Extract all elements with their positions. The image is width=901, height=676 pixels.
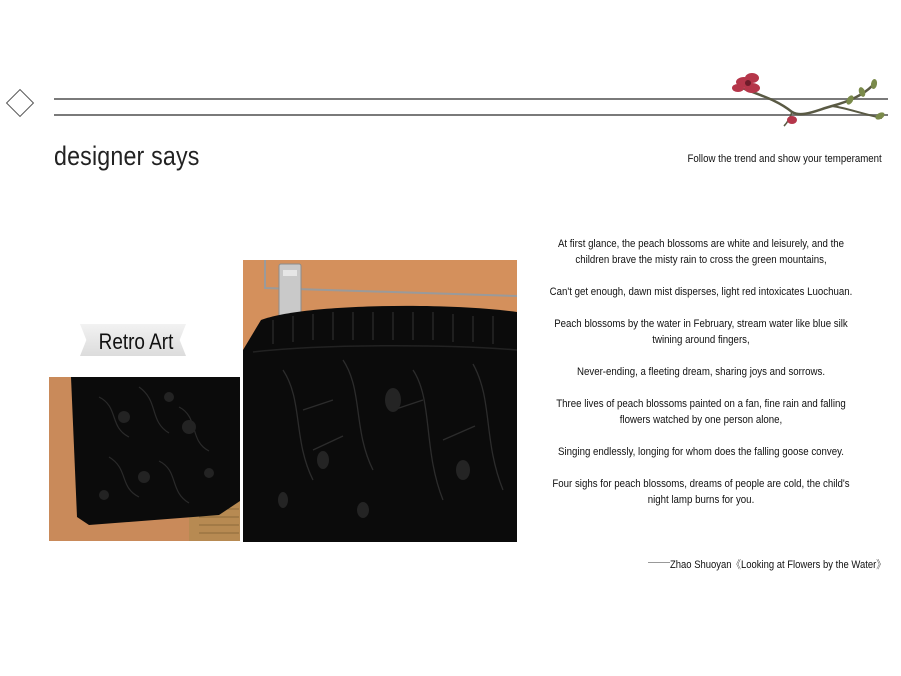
diamond-icon <box>6 89 34 117</box>
poem-text <box>520 236 882 524</box>
skirt-hem-photo <box>49 377 240 541</box>
skirt-waistband-photo <box>243 260 517 542</box>
credit-dash <box>648 562 670 563</box>
page-title: designer says <box>54 141 200 171</box>
poem-line: Can't get enough, dawn mist disperses, light red intoxicates Luochuan. <box>549 286 853 298</box>
poem-line: Peach blossoms by the water in February, stream water like blue silk twining around fingers, <box>554 318 848 346</box>
poem-line: Never-ending, a fleeting dream, sharing joys and sorrows. <box>576 366 826 378</box>
plum-blossom-branch-icon <box>722 66 892 130</box>
poem-line: Singing endlessly, longing for whom does the falling goose convey. <box>558 446 844 458</box>
poem-credit: Zhao Shuoyan《Looking at Flowers by the Water》 <box>670 559 886 571</box>
retro-art-label: Retro Art <box>98 329 174 354</box>
poem-line: Three lives of peach blossoms painted on a fan, fine rain and falling flowers watched by one person alone, <box>556 398 846 426</box>
poem-line: Four sighs for peach blossoms, dreams of people are cold, the child's night lamp burns for you. <box>552 478 850 506</box>
tagline: Follow the trend and show your temperament <box>687 153 882 165</box>
poem-line: At first glance, the peach blossoms are white and leisurely, and the children brave the misty rain to cross the green mountains, <box>557 238 845 266</box>
